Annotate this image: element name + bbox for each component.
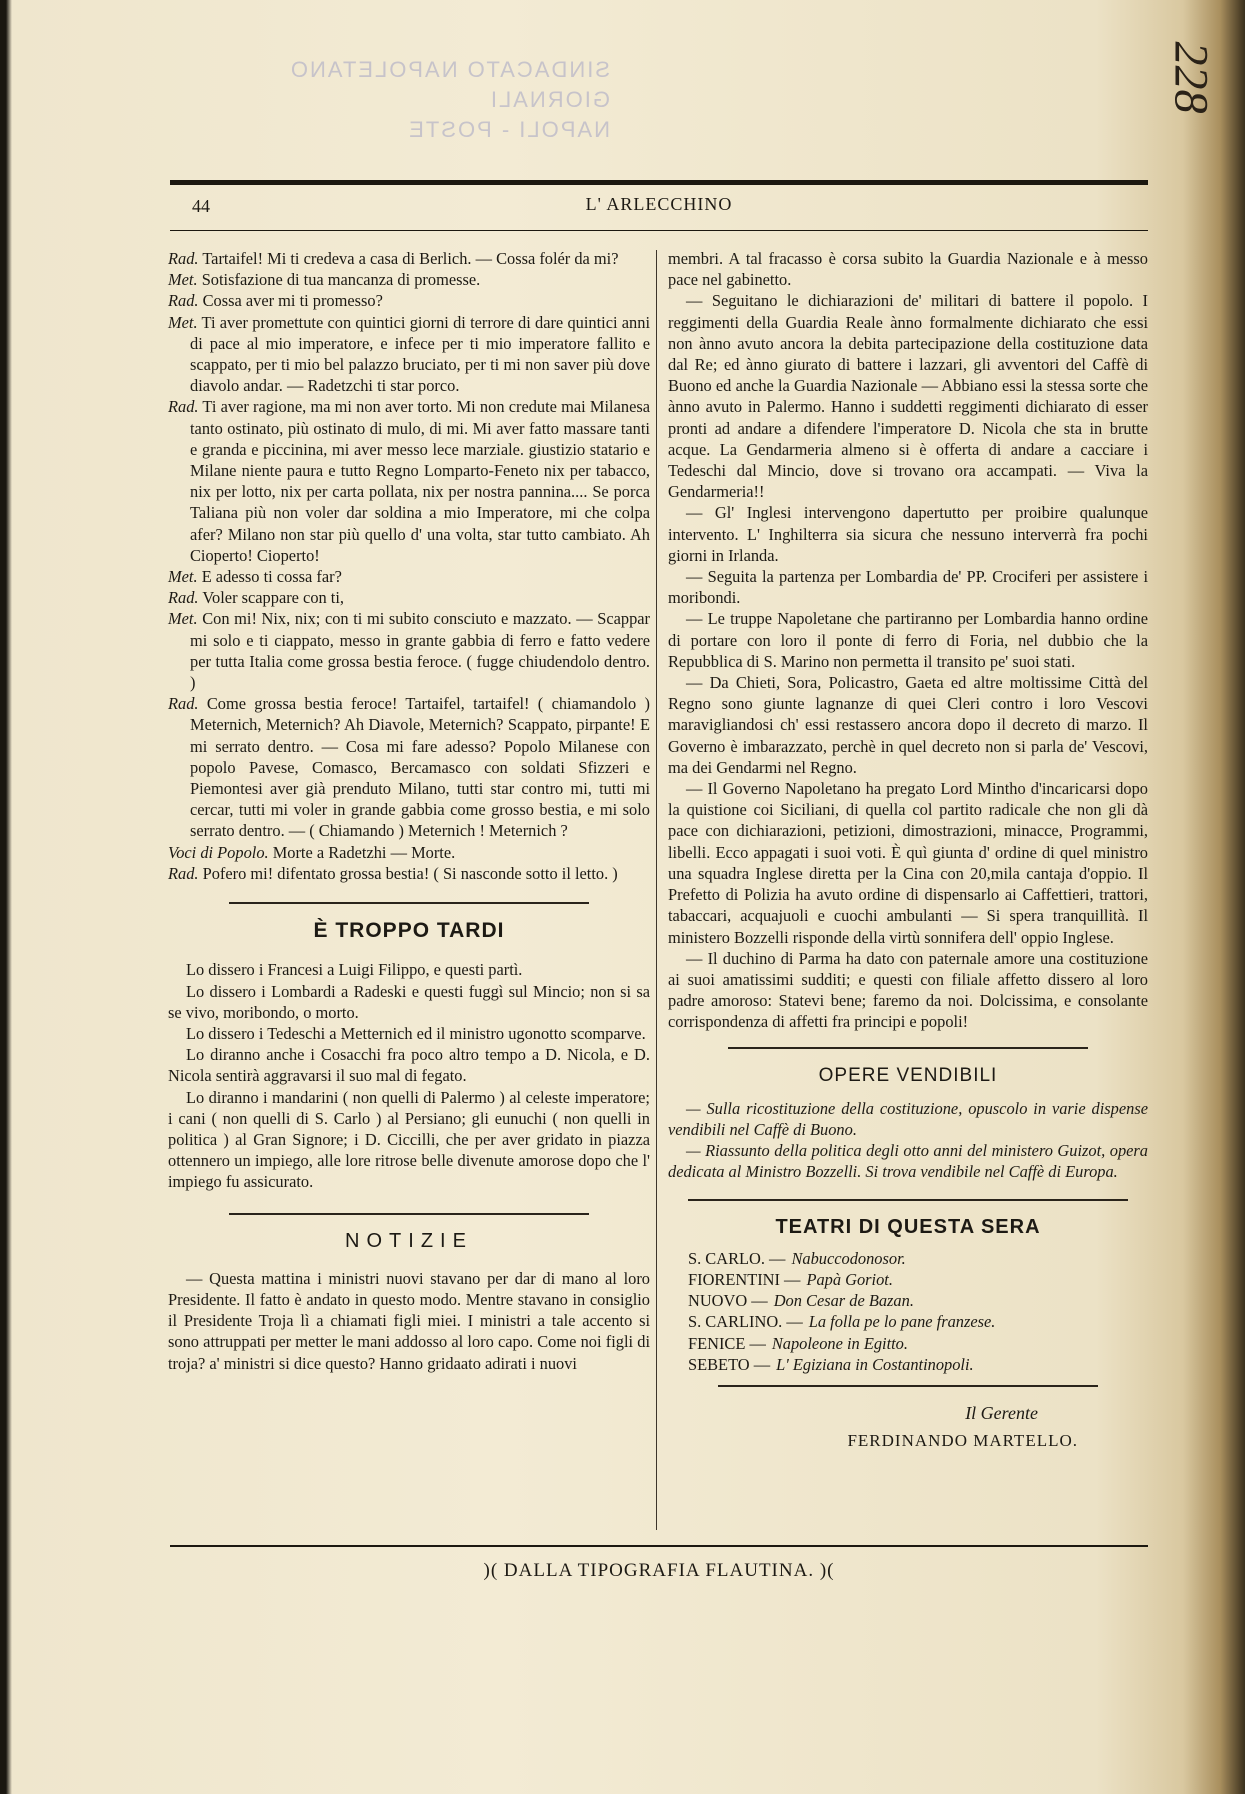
troppo-tardi-heading: È TROPPO TARDI: [313, 919, 505, 943]
stamp-line-2: GIORNALI: [488, 87, 610, 112]
section-rule: [688, 1199, 1128, 1201]
troppo-tardi-paragraph: Lo dissero i Lombardi a Radeski e questi fuggì sul Mincio; non si sa se vivo, moribondo, o morto.: [168, 981, 650, 1022]
dialogue-text: Ti aver ragione, ma mi non aver torto. Mi non credute mai Milanesa tanto ostinato, più ostinato di mulo, di mi. Mi aver fatto massare tanti e granda e piccinina, mi aver messo lece marziale. giustizio statario e Milane niente paura e tutto Regno Lomparto-Feneto nix per tabacco, nix per lotto, nix per carta pollata, nix per nostra pannina.... Se porca Taliana più non voler dar soldina a mio Imperatore, mi che colpa afer? Milano non star più quello d' una volta, star tutto cambiato. Ah Cioperto! Cioperto!: [190, 397, 650, 565]
section-rule: [229, 902, 589, 904]
notizie-continuation: [668, 248, 1148, 1033]
speaker: Met.: [168, 609, 198, 629]
dialogue-text: Tartaifel! Mi ti credeva a casa di Berlich. — Cossa folér da mi?: [198, 249, 619, 268]
theatre-name: SEBETO —: [688, 1354, 771, 1374]
stamp-line-3: NAPOLI - POSTE: [407, 117, 610, 142]
teatri-row: [688, 1333, 1148, 1354]
teatri-row: [688, 1248, 1148, 1269]
notizie-item: — Il Governo Napoletano ha pregato Lord Mintho d'incaricarsi dopo la quistione coi Siciliani, di quella col partito radicale che non gli dà pace con dichiarazioni, petizioni, dimostrazioni, minacce, Programmi, libelli. Ecco appagati i suoi voti. È quì giunta d' ordine di quel ministro una squadra Inglese diretta per la Cina con 20,mila cantaja d'oppio. Il Prefetto di Polizia ha avuto ordine di dispensarlo ai Caffettieri, trattori, tabaccari, acquajuoli e cuochi ambulanti — Si spera tranquillità. Il ministero Bozzelli risponde della virtù sonnifera dell' oppio Inglese.: [668, 779, 1148, 947]
page-number: 44: [192, 196, 210, 216]
dialogue-line: [168, 269, 650, 290]
opere-item: — Sulla ricostituzione della costituzione, opuscolo in varie dispense vendibili nel Caffè di Buono.: [668, 1098, 1148, 1139]
notizie-first-item: — Questa mattina i ministri nuovi stavano per dar di mano al loro Presidente. Il fatto è andato in questo modo. Mentre stavano in consiglio il Presidente Troja lì a chiamati figli miei. I ministri a tale accento si sono attruppati per metter le mani addosso al loro capo. Come noi figli di troja? a' ministri si dice questo? Hanno gridaato adirati i nuovi: [168, 1268, 650, 1373]
speaker: Voci di Popolo.: [168, 842, 269, 862]
show-title: La folla pe lo pane franzese.: [808, 1312, 996, 1332]
dialogue-line: [168, 396, 650, 566]
section-rule: [229, 1213, 589, 1215]
notizie-item: membri. A tal fracasso è corsa subito la Guardia Nazionale e à messo pace nel gabinetto.: [668, 249, 1148, 290]
show-title: Papà Goriot.: [806, 1269, 893, 1289]
column-divider: [656, 250, 657, 1530]
dialogue-text: E adesso ti cossa far?: [197, 567, 342, 587]
dialogue-text: Pofero mi! difentato grossa bestia! ( Si nasconde sotto il letto. ): [198, 863, 618, 883]
troppo-tardi-section: [168, 959, 650, 1192]
teatri-row: [688, 1269, 1148, 1290]
dialogue-text: Come grossa bestia feroce! Tartaifel, tartaifel! ( chiamandolo ) Meternich, Meternich? Ah Diavole, Meternich? Scappato, pirpante! E mi serrato dentro. — Cosa mi fare adesso? Popolo Milanese con popolo Pavese, Comasco, Bercamasco con soldati Sfizzeri e Piemontesi aver già prenduto Milano, tutti star contro mi, tutti mi cercar, tutti mi voler in grande gabbia come grosso bestia, e mi solo serrato dentro. — ( Chiamando ) Meternich ! Meternich ?: [190, 694, 650, 841]
dialogue-line: [168, 290, 650, 311]
section-rule: [728, 1047, 1088, 1049]
troppo-tardi-paragraph: Lo dissero i Tedeschi a Metternich ed il ministro ugonotto scomparve.: [186, 1023, 646, 1043]
notizie-item: — Il duchino di Parma ha dato con paternale amore una costituzione ai suoi amatissimi sudditi; e questi con filiale affetto dissero al loro padre amoroso: Statevi bene; faremo da noi. Dolcissima, e consolante corrispondenza di affetti fra principi e popoli!: [668, 948, 1148, 1032]
speaker: Rad.: [168, 588, 199, 608]
notizie-item: — Da Chieti, Sora, Policastro, Gaeta ed altre moltissime Città del Regno sono giunte lagnanze di quei Cleri contro i loro Vescovi maravigliandosi ch' essi restassero ancora dopo il decreto di marzo. Il Governo è imbarazzato, perchè in quel decreto non si parla de' Vescovi, ma dei Gendarmi nel Regno.: [668, 673, 1148, 777]
dialogue-text: Sotisfazione di tua mancanza di promesse.: [197, 270, 481, 290]
printer-imprint: )( DALLA TIPOGRAFIA FLAUTINA. )(: [483, 1560, 835, 1581]
dialogue-section: [168, 248, 650, 884]
speaker: Rad.: [168, 291, 199, 311]
notizie-item: — Seguita la partenza per Lombardia de' PP. Crociferi per assistere i moribondi.: [668, 567, 1148, 608]
top-rule: [170, 180, 1148, 185]
handwritten-page-number: 228: [1164, 41, 1218, 114]
header-rule: [170, 230, 1148, 231]
theatre-name: S. CARLINO. —: [688, 1312, 803, 1332]
bottom-rule: [170, 1545, 1148, 1547]
show-title: Napoleone in Egitto.: [771, 1333, 908, 1353]
dialogue-line: [168, 248, 650, 269]
speaker: Rad.: [168, 694, 199, 714]
dialogue-line: [168, 693, 650, 841]
dialogue-line: [168, 566, 650, 587]
left-column: [168, 248, 650, 1374]
theatre-name: S. CARLO. —: [688, 1248, 786, 1268]
troppo-tardi-paragraph: Lo diranno anche i Cosacchi fra poco altro tempo a D. Nicola, e D. Nicola sentirà aggravarsi il suo mal di fegato.: [168, 1045, 650, 1086]
newspaper-title: L' ARLECCHINO: [585, 194, 733, 214]
library-stamp: [190, 55, 610, 150]
teatri-heading: TEATRI DI QUESTA SERA: [775, 1215, 1041, 1238]
show-title: Don Cesar de Bazan.: [773, 1291, 914, 1311]
troppo-tardi-paragraph: Lo diranno i mandarini ( non quelli di Palermo ) al celeste imperatore; i cani ( non quelli di S. Carlo ) al Persiano; gli eunuchi ( non quelli in politica ) al Gran Signore; i D. Ciccilli, che per aver gridato in piazza ottennero un impiego, alle lore ritrose belle divenute amorose dopo che l' impiego fu assicurato.: [168, 1087, 650, 1192]
dialogue-text: Con mi! Nix, nix; con ti mi subito consciuto e mazzato. — Scappar mi solo e ti ciappato, messo in grante gabbia di ferro e fatto vedere per tutta Italia come grossa bestia feroce. ( fugge chiudendolo dentro. ): [190, 609, 650, 693]
dialogue-line: [168, 842, 650, 863]
stamp-line-1: SINDACATO NAPOLETANO: [288, 57, 610, 82]
speaker: Met.: [168, 312, 198, 332]
dialogue-text: Morte a Radetzhi — Morte.: [268, 842, 456, 862]
opere-item: — Riassunto della politica degli otto anni del ministero Guizot, opera dedicata al Ministro Bozzelli. Si trova vendibile nel Caffè di Europa.: [668, 1141, 1148, 1182]
notizie-item: — Seguitano le dichiarazioni de' militari di battere il popolo. I reggimenti della Guardia Reale ànno formalmente dichiarato che essi non ànno avuto ancora la debita partecipazione della costituzione data dal Re; ed ànno giurato di battere i lazzari, gli avventori del Caffè di Buono ed anche la Guardia Nazionale — Abbiano essi la stessa sorte che ànno avuto in Palermo. Hanno i suddetti reggimenti dichiarato di esser pronti ad andare a difendere l'imperatore D. Nicola che sta in brutte acque. La Gendarmeria almeno si è offerta di andare a cacciare i Tedeschi dal Mincio, dove si trovano ora accampati. — Viva la Gendarmeria!!: [668, 291, 1148, 502]
troppo-tardi-paragraph: Lo dissero i Francesi a Luigi Filippo, e questi partì.: [186, 960, 523, 980]
dialogue-line: [168, 587, 650, 608]
theatre-name: FENICE —: [688, 1333, 766, 1353]
theatre-name: NUOVO —: [688, 1291, 768, 1311]
dialogue-text: Voler scappare con ti,: [198, 588, 345, 608]
dialogue-line: [168, 312, 650, 397]
speaker: Met.: [168, 270, 198, 290]
speaker: Met.: [168, 567, 198, 587]
notizie-heading: NOTIZIE: [345, 1229, 473, 1252]
teatri-list: [668, 1248, 1148, 1375]
speaker: Rad.: [168, 397, 199, 417]
dialogue-line: [168, 863, 650, 884]
show-title: Nabuccodonosor.: [791, 1248, 906, 1268]
show-title: L' Egiziana in Costantinopoli.: [776, 1354, 974, 1374]
opere-heading: OPERE VENDIBILI: [818, 1064, 998, 1086]
dialogue-line: [168, 608, 650, 693]
notizie-item: — Gl' Inglesi intervengono dapertutto per proibire qualunque intervento. L' Inghilterra sia sicura che nessuno interverrà fra pochi giorni in Irlanda.: [668, 503, 1148, 565]
teatri-row: [688, 1354, 1148, 1375]
gerente-name: FERDINANDO MARTELLO.: [847, 1431, 1078, 1451]
gerente-label: Il Gerente: [965, 1402, 1038, 1423]
speaker: Rad.: [168, 863, 199, 883]
teatri-row: [688, 1311, 1148, 1332]
right-column: [668, 248, 1148, 1451]
speaker: Rad.: [168, 249, 199, 268]
theatre-name: FIORENTINI —: [688, 1269, 801, 1289]
dialogue-text: Ti aver promettute con quintici giorni di terrore di dare quintici anni di pace al mio imperatore, e infece per ti mio imperatore fallito e scappato, per ti mio bel palazzo bruciato, per ti mi non saver più dove diavolo andar. — Radetzchi ti star porco.: [190, 312, 650, 396]
teatri-row: [688, 1290, 1148, 1311]
section-rule: [718, 1385, 1098, 1387]
running-header: [170, 190, 1148, 220]
opere-list: [668, 1098, 1148, 1183]
notizie-item: — Le truppe Napoletane che partiranno per Lombardia hanno ordine di portare con loro il ponte di ferro di Foria, nel dubbio che la Repubblica di S. Marino non permetta il transito pe' suoi stati.: [668, 609, 1148, 671]
dialogue-text: Cossa aver mi ti promesso?: [198, 291, 383, 311]
